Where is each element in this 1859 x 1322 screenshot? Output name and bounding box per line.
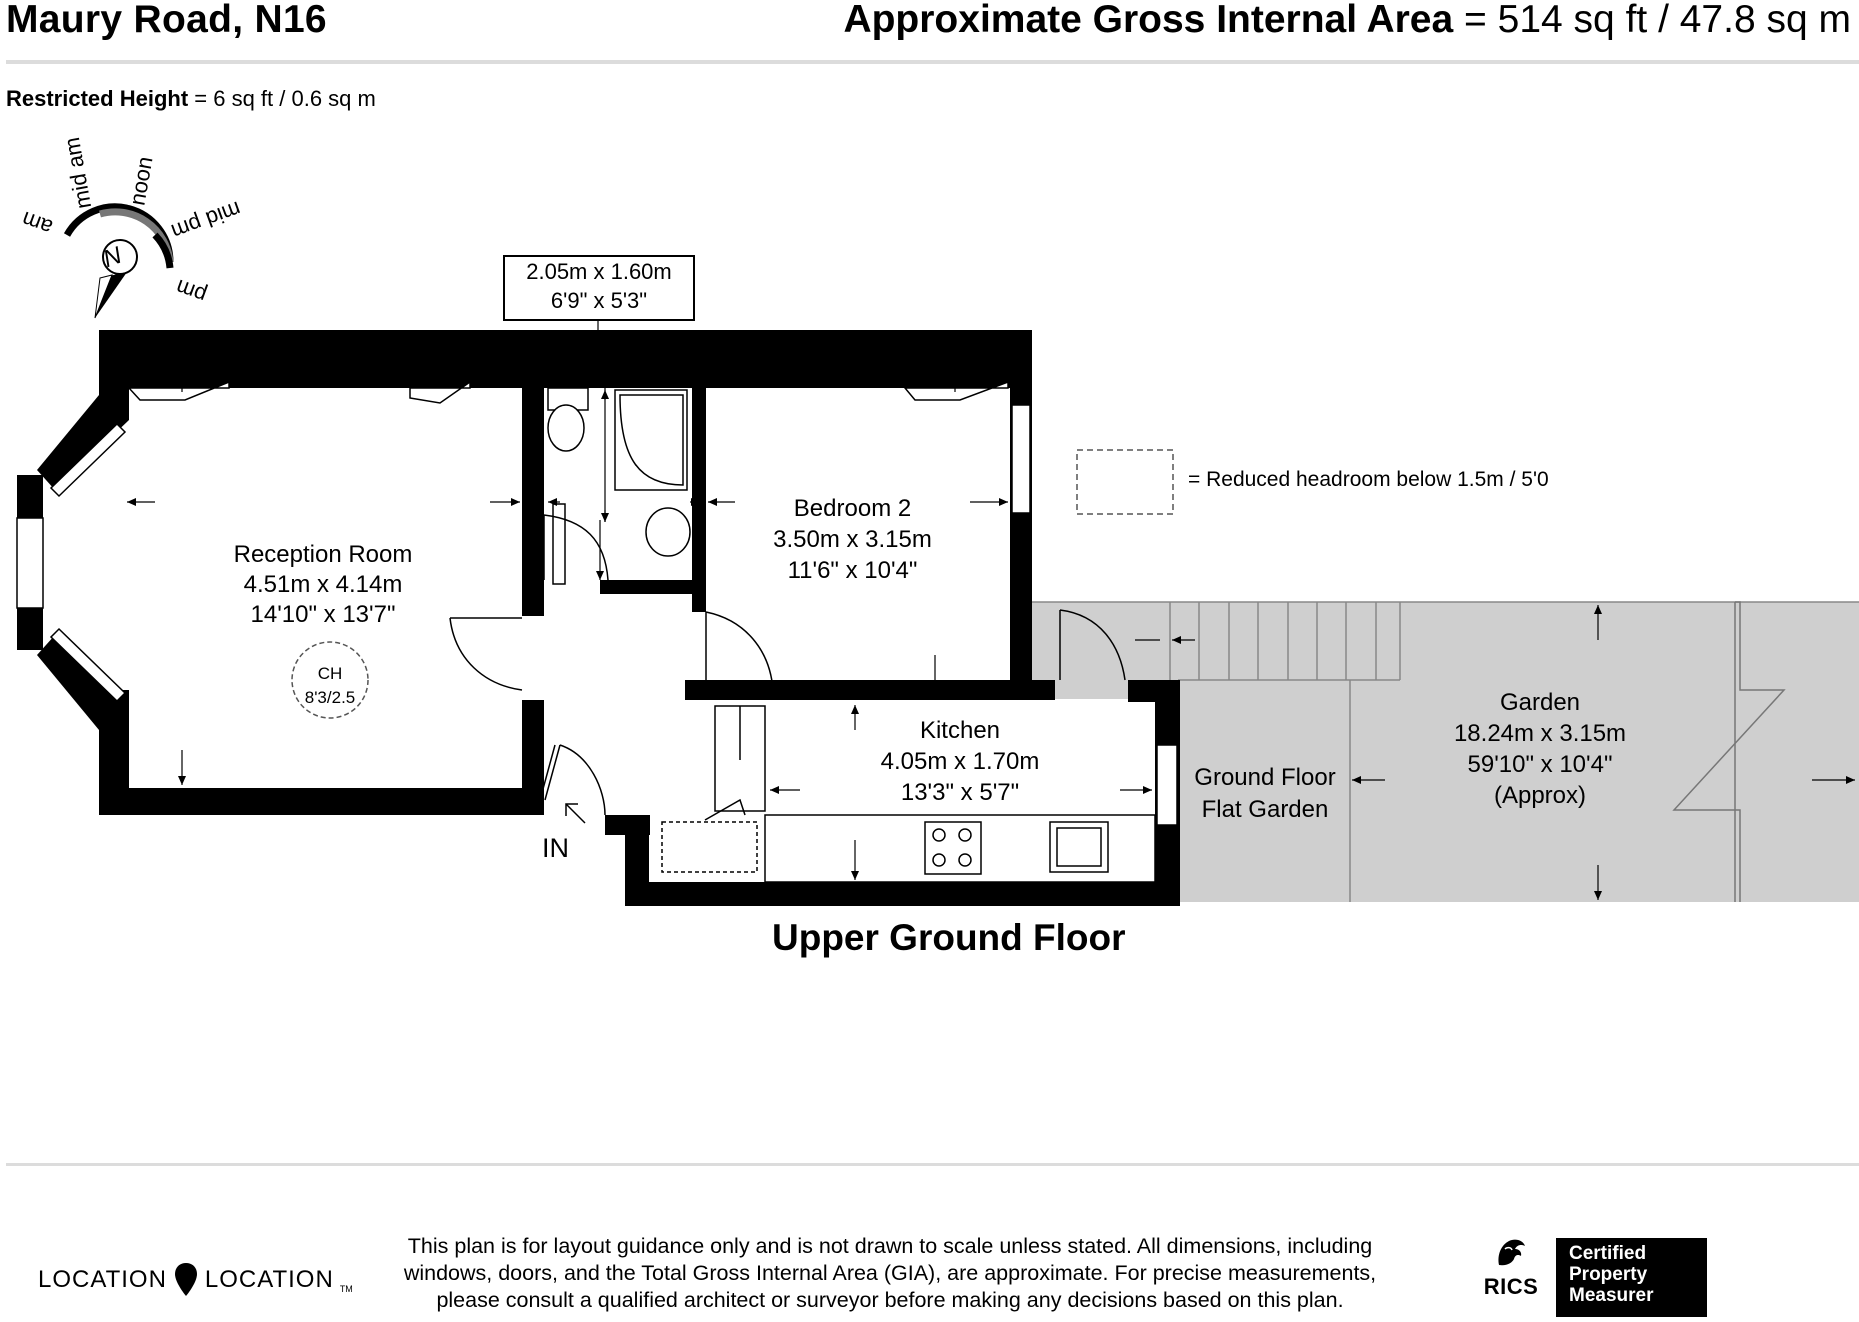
garden-name: Garden <box>1499 689 1581 716</box>
bedroom-metric: 3.50m x 3.15m <box>773 526 932 553</box>
restricted-value: = 6 sq ft / 0.6 sq m <box>188 86 376 111</box>
entrance-label: IN <box>542 833 569 863</box>
reception-room-label <box>188 540 458 630</box>
reception-name: Reception Room <box>233 541 413 568</box>
rics-logo <box>1478 1235 1544 1300</box>
certified-property-measurer-badge <box>1556 1238 1707 1317</box>
garden-note: (Approx) <box>1493 782 1587 809</box>
ceiling-height-value: 8'3/2.5 <box>304 688 356 707</box>
compass-pm-label: pm <box>172 274 210 309</box>
garden-imperial: 59'10" x 10'4" <box>1467 751 1613 778</box>
cert-line-1: Certified <box>1569 1243 1647 1264</box>
floor-title: Upper Ground Floor <box>772 917 1126 958</box>
kitchen-name: Kitchen <box>919 717 1001 744</box>
compass-noon-label: noon <box>124 154 158 208</box>
cert-line-3: Measurer <box>1569 1285 1654 1306</box>
shower-room <box>548 388 690 584</box>
disclaimer: This plan is for layout guidance only and is not drawn to scale unless stated. All dimensions, including windows, doors, and the Total Gross Internal Area (GIA), are approximate. For precise measurements, please consult a qualified architect or surveyor before making any decisions based on this plan. <box>403 1234 1377 1312</box>
reduced-headroom-legend: = Reduced headroom below 1.5m / 5'0 <box>1188 468 1549 491</box>
brand-right: LOCATION <box>204 1266 334 1293</box>
compass-mid-pm-label: mid pm <box>168 196 245 245</box>
flat-garden-line1: Ground Floor <box>1194 764 1336 791</box>
reception-imperial: 14'10" x 13'7" <box>250 601 396 628</box>
ceiling-height-title: CH <box>317 664 343 683</box>
kitchen-metric: 4.05m x 1.70m <box>880 748 1040 775</box>
bedroom-name: Bedroom 2 <box>793 495 912 522</box>
garden-metric: 18.24m x 3.15m <box>1453 720 1627 747</box>
reduced-headroom-legend-box <box>1077 450 1173 514</box>
area-label: Approximate Gross Internal Area <box>843 0 1454 41</box>
footer-divider <box>6 1163 1859 1166</box>
location-location-logo <box>38 1262 353 1298</box>
property-address: Maury Road, N16 <box>6 0 327 41</box>
kitchen-label <box>840 715 1080 808</box>
rics-wordmark: RICS <box>1483 1274 1539 1299</box>
compass-mid-am-label: mid am <box>58 135 97 211</box>
area-value: = 514 sq ft / 47.8 sq m <box>1453 0 1851 41</box>
cert-line-2: Property <box>1569 1264 1648 1285</box>
compass-north-label: N <box>99 241 126 274</box>
brand-trademark: TM <box>339 1284 353 1294</box>
brand-left: LOCATION <box>38 1266 167 1293</box>
restricted-label: Restricted Height <box>6 86 189 111</box>
reception-metric: 4.51m x 4.14m <box>243 571 403 598</box>
compass-am-label: am <box>18 206 56 241</box>
shower-room-dimensions <box>503 255 695 321</box>
map-pin-icon <box>173 1262 199 1298</box>
flat-garden-line2: Flat Garden <box>1201 796 1329 823</box>
kitchen-imperial: 13'3" x 5'7" <box>900 779 1020 806</box>
flat-garden-label <box>1180 762 1350 826</box>
ceiling-height-label <box>292 662 368 710</box>
shower-dim-imperial: 6'9" x 5'3" <box>550 288 648 313</box>
shower-dim-metric: 2.05m x 1.60m <box>526 259 672 284</box>
entrance-arrow <box>566 804 585 823</box>
garden-label <box>1420 687 1660 811</box>
bedroom-label <box>740 493 965 586</box>
rics-lion-icon <box>1491 1235 1531 1269</box>
bedroom-imperial: 11'6" x 10'4" <box>787 557 918 584</box>
